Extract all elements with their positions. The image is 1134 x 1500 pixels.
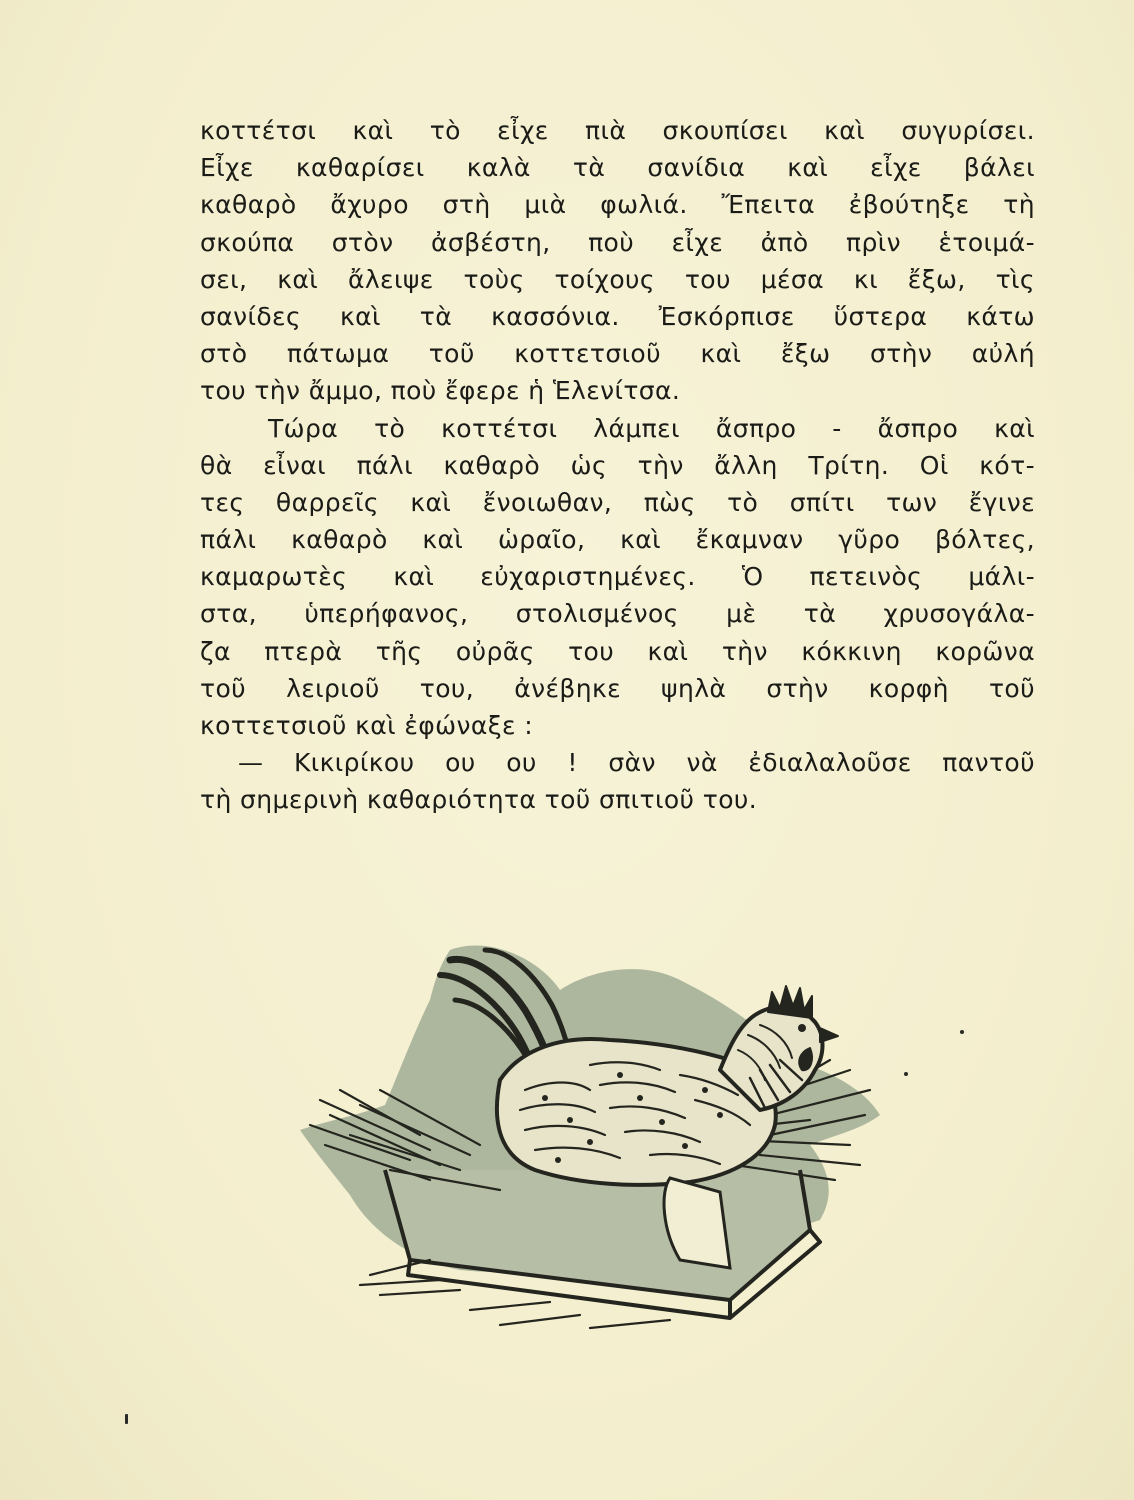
text-line: κοττέτσι καὶ τὸ εἶχε πιὰ σκουπίσει καὶ συγυρίσει. [200, 116, 1035, 145]
text-line: σει, καὶ ἄλειψε τοὺς τοίχους του μέσα κι ἔξω, τὶς [200, 264, 1035, 294]
page-mark [960, 1030, 964, 1034]
text-line: τὴ σημερινὴ καθαριότητα τοῦ σπιτιοῦ του. [200, 785, 758, 815]
body-text [200, 112, 1035, 819]
text-line: πάλι καθαρὸ καὶ ὡραῖο, καὶ ἔκαμναν γῦρο βόλτες, [200, 525, 1035, 555]
text-line: σανίδες καὶ τὰ κασσόνια. Ἐσκόρπισε ὕστερα κάτω [200, 301, 1035, 331]
hen-on-nest-illustration [290, 930, 890, 1350]
text-line: του τὴν ἄμμο, ποὺ ἔφερε ἡ Ἑλενίτσα. [200, 376, 681, 406]
page-mark [904, 1072, 908, 1076]
text-line: καθαρὸ ἄχυρο στὴ μιὰ φωλιά. Ἔπειτα ἐβούτηξε τὴ [200, 190, 1035, 220]
paragraph-first-line: Τώρα τὸ κοττέτσι λάμπει ἄσπρο - ἄσπρο καὶ [268, 413, 1035, 443]
text-line: στὸ πάτωμα τοῦ κοττετσιοῦ καὶ ἔξω στὴν αὐλή [200, 339, 1035, 369]
text-line: σκούπα στὸν ἀσβέστη, ποὺ εἶχε ἀπὸ πρὶν ἑτοιμά- [200, 227, 1035, 257]
dialogue-line: — Κικιρίκου ου ου ! σὰν νὰ ἐδιαλαλοῦσε παντοῦ [238, 748, 1035, 778]
text-line: Εἶχε καθαρίσει καλὰ τὰ σανίδια καὶ εἶχε βάλει [200, 153, 1035, 183]
page-mark [125, 1414, 128, 1424]
text-line: κοττετσιοῦ καὶ ἐφώναξε : [200, 711, 534, 740]
text-line: τες θαρρεῖς καὶ ἔνοιωθαν, πὼς τὸ σπίτι των ἔγινε [200, 487, 1035, 517]
text-line: στα, ὑπερήφανος, στολισμένος μὲ τὰ χρυσογάλα- [200, 599, 1035, 629]
nest-box [385, 1170, 820, 1318]
text-line: ζα πτερὰ τῆς οὐρᾶς του καὶ τὴν κόκκινη κορῶνα [200, 636, 1035, 666]
text-line: καμαρωτὲς καὶ εὐχαριστημένες. Ὁ πετεινὸς μάλι- [200, 562, 1035, 592]
text-line: τοῦ λειριοῦ του, ἀνέβηκε ψηλὰ στὴν κορφὴ τοῦ [200, 673, 1035, 703]
text-line: θὰ εἶναι πάλι καθαρὸ ὡς τὴν ἄλλη Τρίτη. Οἱ κότ- [200, 450, 1035, 480]
